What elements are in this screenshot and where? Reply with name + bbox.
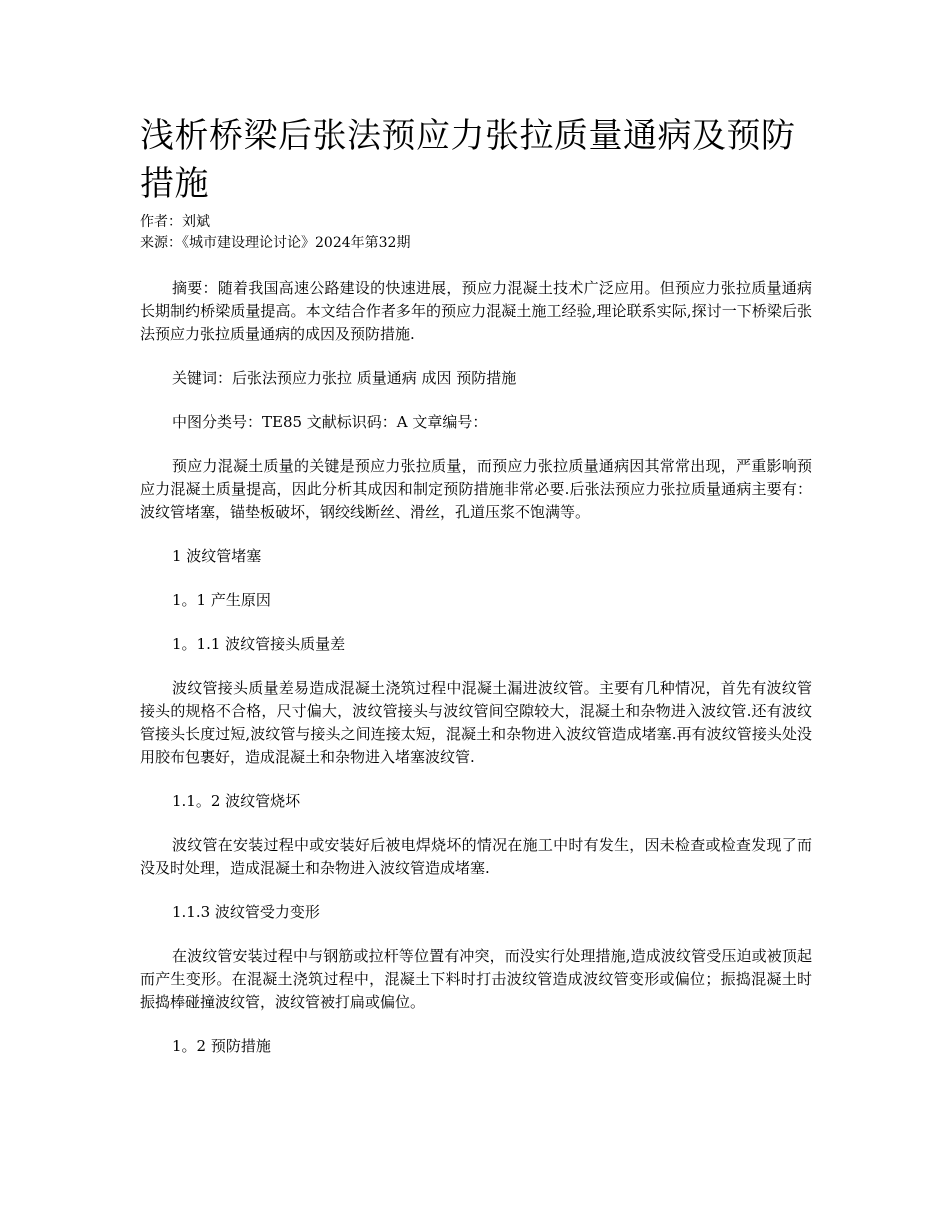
section-heading-1-1-1: 1。1.1 波纹管接头质量差 [172,635,346,653]
section-heading-1-1-2: 1.1。2 波纹管烧坏 [172,792,301,810]
article-meta [140,212,812,254]
paragraph-1-1-2: 波纹管在安装过程中或安装好后被电焊烧坏的情况在施工中时有发生，因未检查或检查发现了而没及时处理，造成混凝土和杂物进入波纹管造成堵塞. [140,836,812,877]
paragraph-1-1-3: 在波纹管安装过程中与钢筋或拉杆等位置有冲突，而没实行处理措施,造成波纹管受压迫或被顶起而产生变形。在混凝土浇筑过程中，混凝土下料时打击波纹管造成波纹管变形或偏位；振捣混凝土时振捣棒碰撞波纹管，波纹管被打扁或偏位。 [140,947,812,1011]
intro-paragraph: 预应力混凝土质量的关键是预应力张拉质量，而预应力张拉质量通病因其常常出现，严重影响预应力混凝土质量提高，因此分析其成因和制定预防措施非常必要.后张法预应力张拉质量通病主要有：波纹管堵塞，锚垫板破坏，钢绞线断丝、滑丝，孔道压浆不饱满等。 [140,457,812,521]
article-title: 浅析桥梁后张法预应力张拉质量通病及预防措施 [140,116,796,204]
keywords-paragraph: 关键词：后张法预应力张拉 质量通病 成因 预防措施 [172,369,517,387]
author-line: 作者：刘斌 [140,214,210,230]
section-heading-1-1: 1。1 产生原因 [172,591,271,609]
abstract-paragraph: 摘要：随着我国高速公路建设的快速进展，预应力混凝土技术广泛应用。但预应力张拉质量通病长期制约桥梁质量提高。本文结合作者多年的预应力混凝土施工经验,理论联系实际,探讨一下桥梁后张法预应力张拉质量通病的成因及预防措施. [140,279,812,343]
source-line: 来源：《城市建设理论讨论》2024年第32期 [140,235,411,251]
section-heading-1-1-3: 1.1.3 波纹管受力变形 [172,903,320,921]
document-page [140,112,812,1058]
section-heading-1: 1 波纹管堵塞 [172,547,262,565]
paragraph-1-1-1: 波纹管接头质量差易造成混凝土浇筑过程中混凝土漏进波纹管。主要有几种情况，首先有波纹管接头的规格不合格，尺寸偏大，波纹管接头与波纹管间空隙较大，混凝土和杂物进入波纹管.还有波纹管接头长度过短,波纹管与接头之间连接太短，混凝土和杂物进入波纹管造成堵塞.再有波纹管接头处没用胶布包裹好，造成混凝土和杂物进入堵塞波纹管. [140,679,812,766]
classification-paragraph: 中图分类号：TE85 文献标识码：A 文章编号： [172,413,488,431]
section-heading-1-2: 1。2 预防措施 [172,1037,271,1055]
